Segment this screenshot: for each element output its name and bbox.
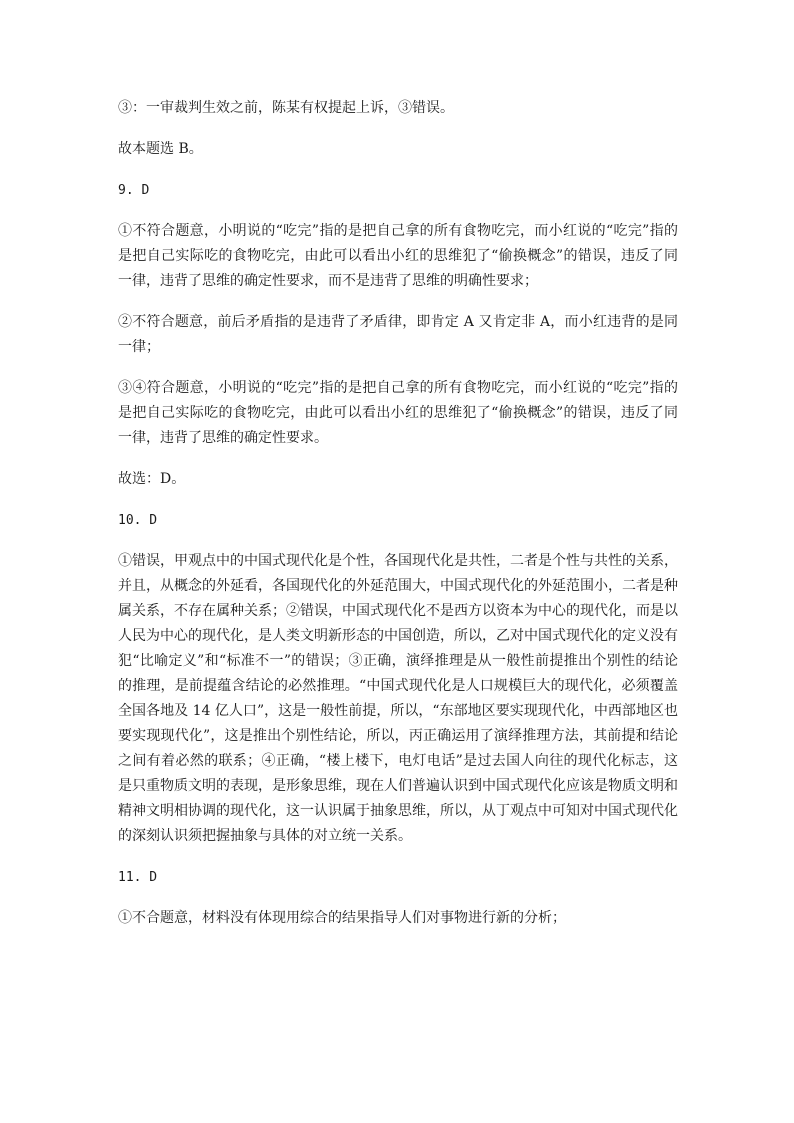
answer-paragraph: ③④符合题意，小明说的“吃完”指的是把自己拿的所有食物吃完，而小红说的“吃完”指的是把自己实际吃的食物吃完，由此可以看出小红的思维犯了“偷换概念”的错误，违反了同一律，违背了思维的确定性要求。 <box>118 380 678 446</box>
answer-paragraph: ②不符合题意，前后矛盾指的是违背了矛盾律，即肯定 A 又肯定非 A，而小红违背的是同一律； <box>118 314 678 355</box>
question-number-9: 9. D <box>118 183 150 198</box>
answer-conclusion: 故选：D。 <box>118 471 186 487</box>
question-number-10: 10. D <box>118 513 158 528</box>
answer-paragraph: ③：一审裁判生效之前，陈某有权提起上诉，③错误。 <box>118 100 454 116</box>
answer-paragraph: ①不合题意，材料没有体现用综合的结果指导人们对事物进行新的分析； <box>118 910 566 926</box>
document-body <box>118 96 678 947</box>
answer-conclusion: 故本题选 B。 <box>118 141 203 157</box>
answer-paragraph: ①不符合题意，小明说的“吃完”指的是把自己拿的所有食物吃完，而小红说的“吃完”指的是把自己实际吃的食物吃完，由此可以看出小红的思维犯了“偷换概念”的错误，违反了同一律，违背了思维的确定性要求，而不是违背了思维的明确性要求； <box>118 223 678 289</box>
answer-paragraph: ①错误，甲观点中的中国式现代化是个性，各国现代化是共性，二者是个性与共性的关系，并且，从概念的外延看，各国现代化的外延范围大，中国式现代化的外延范围小，二者是种属关系，不存在属种关系；②错误，中国式现代化不是西方以资本为中心的现代化，而是以人民为中心的现代化，是人类文明新形态的中国创造，所以，乙对中国式现代化的定义没有犯“比喻定义”和“标准不一”的错误；③正确，演绎推理是从一般性前提推出个别性的结论的推理，是前提蕴含结论的必然推理。“中国式现代化是人口规模巨大的现代化，必须覆盖全国各地及 14 亿人口”，这是一般性前提，所以，“东部地区要实现现代化，中西部地区也要实现现代化”，这是推出个别性结论，所以，丙正确运用了演绎推理方法，其前提和结论之间有着必然的联系；④正确，“楼上楼下，电灯电话”是过去国人向往的现代化标志，这是只重物质文明的表现，是形象思维，现在人们普遍认识到中国式现代化应该是物质文明和精神文明相协调的现代化，这一认识属于抽象思维，所以，从丁观点中可知对中国式现代化的深刻认识须把握抽象与具体的对立统一关系。 <box>118 553 678 844</box>
question-number-11: 11. D <box>118 870 158 885</box>
